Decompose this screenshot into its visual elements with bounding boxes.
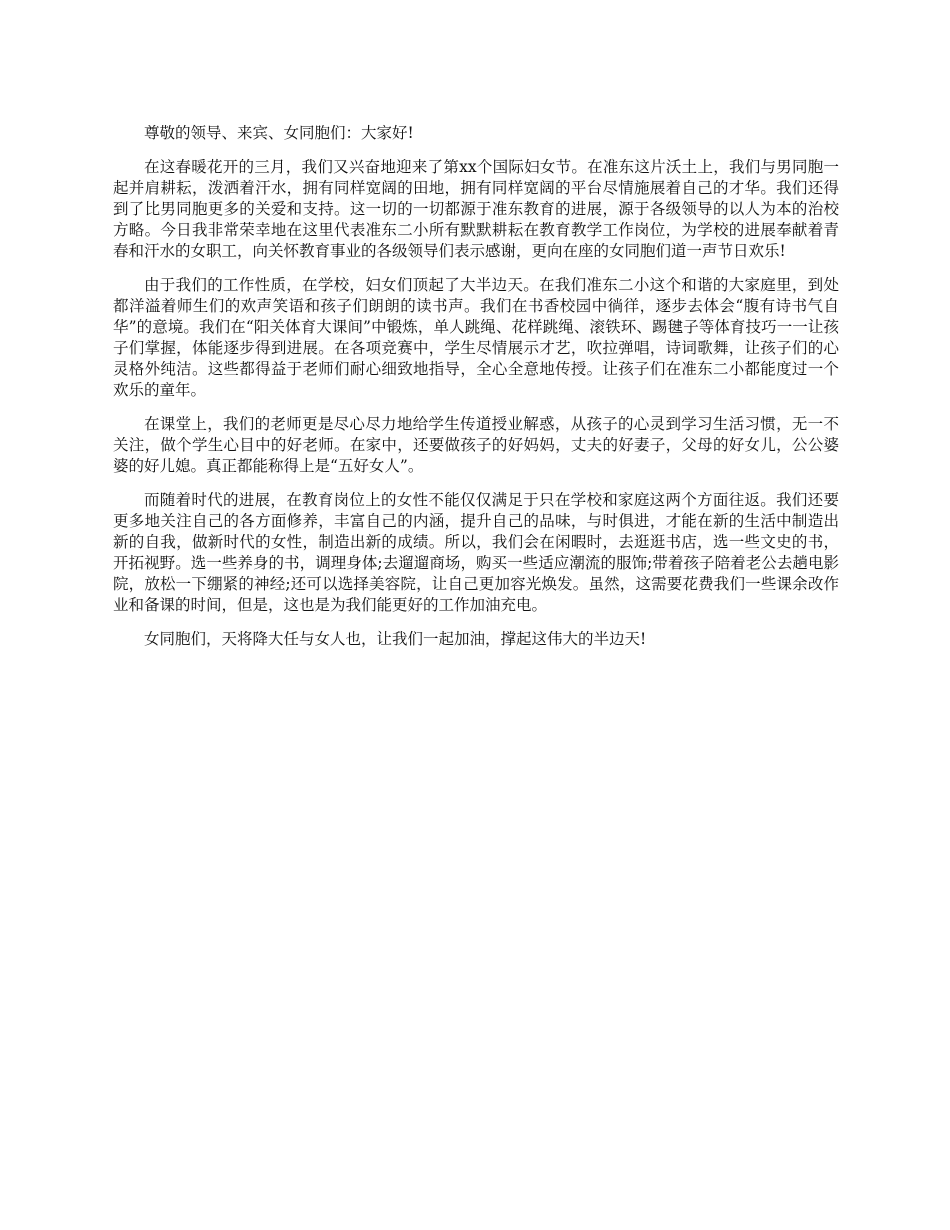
- body-paragraph-1: 在这春暖花开的三月，我们又兴奋地迎来了第xx个国际妇女节。在准东这片沃土上，我们与男同胞一起并肩耕耘，泼洒着汗水，拥有同样宽阔的田地，拥有同样宽阔的平台尽情施展着自己的才华。我们还得到了比男同胞更多的关爱和支持。这一切的一切都源于准东教育的进展，源于各级领导的以人为本的治校方略。今日我非常荣幸地在这里代表准东二小所有默默耕耘在教育教学工作岗位，为学校的进展奉献着青春和汗水的女职工，向关怀教育事业的各级领导们表示感谢，更向在座的女同胞们道一声节日欢乐!: [113, 158, 839, 260]
- body-paragraph-3: 在课堂上，我们的老师更是尽心尽力地给学生传道授业解惑，从孩子的心灵到学习生活习惯，无一不关注，做个学生心目中的好老师。在家中，还要做孩子的好妈妈，丈夫的好妻子，父母的好女儿，公公婆婆的好儿媳。真正都能称得上是“五好女人”。: [113, 415, 839, 475]
- greeting-paragraph: 尊敬的领导、来宾、女同胞们：大家好!: [144, 124, 414, 142]
- body-paragraph-2: 由于我们的工作性质，在学校，妇女们顶起了大半边天。在我们准东二小这个和谐的大家庭里，到处都洋溢着师生们的欢声笑语和孩子们朗朗的读书声。我们在书香校园中徜徉，逐步去体会“腹有诗书气自华”的意境。我们在“阳关体育大课间”中锻炼，单人跳绳、花样跳绳、滚铁环、踢毽子等体育技巧一一让孩子们掌握，体能逐步得到进展。在各项竞赛中，学生尽情展示才艺，吹拉弹唱，诗词歌舞，让孩子们的心灵格外纯洁。这些都得益于老师们耐心细致地指导，全心全意地传授。让孩子们在准东二小都能度过一个欢乐的童年。: [113, 276, 839, 399]
- closing-paragraph: 女同胞们，天将降大任与女人也，让我们一起加油，撑起这伟大的半边天!: [144, 630, 647, 648]
- body-paragraph-4: 而随着时代的进展，在教育岗位上的女性不能仅仅满足于只在学校和家庭这两个方面往返。我们还要更多地关注自己的各方面修养，丰富自己的内涵，提升自己的品味，与时俱进，才能在新的生活中制造出新的自我，做新时代的女性，制造出新的成绩。所以，我们会在闲暇时，去逛逛书店，选一些文史的书，开拓视野。选一些养身的书，调理身体;去遛遛商场，购买一些适应潮流的服饰;带着孩子陪着老公去趟电影院，放松一下绷紧的神经;还可以选择美容院，让自己更加容光焕发。虽然，这需要花费我们一些课余改作业和备课的时间，但是，这也是为我们能更好的工作加油充电。: [113, 491, 839, 614]
- document-body: [113, 123, 839, 663]
